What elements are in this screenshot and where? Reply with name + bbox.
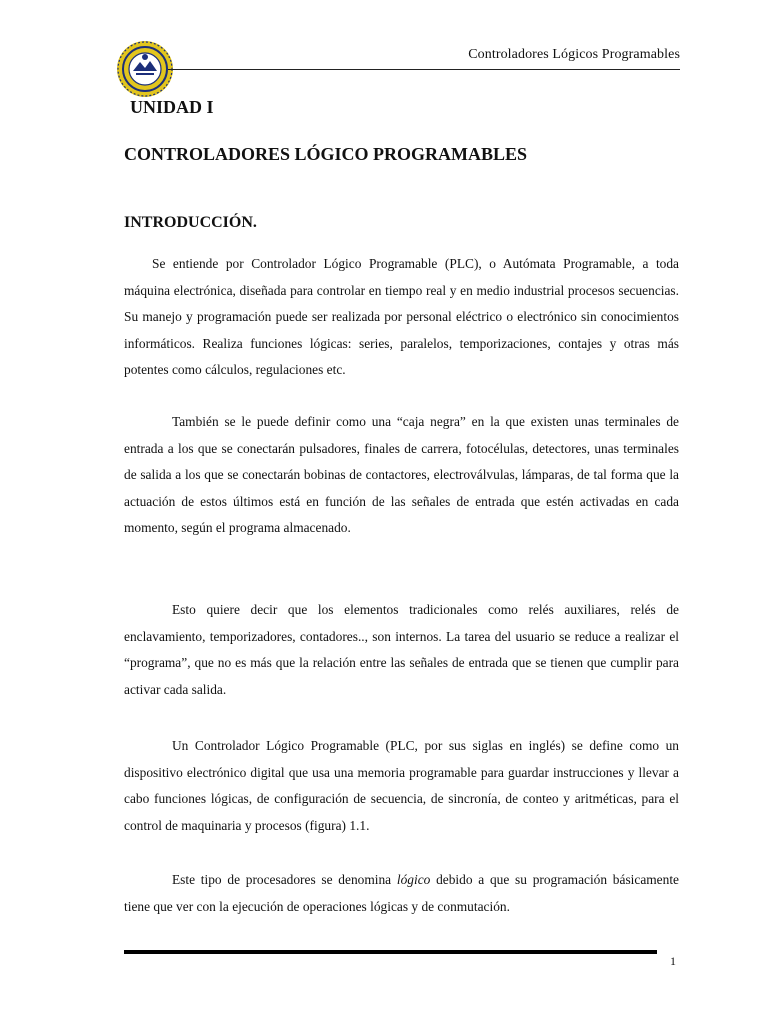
header-rule: [168, 69, 680, 70]
section-title: INTRODUCCIÓN.: [124, 214, 257, 231]
paragraph-formal-definition: Un Controlador Lógico Programable (PLC, por sus siglas en inglés) se define como un dispositivo electrónico digital que usa una memoria programable para guardar instrucciones y llevar a cabo funciones lógicas, de configuración de secuencia, de sincronía, de conteo y aritméticas, para el control de maquinaria y procesos (figura) 1.1.: [124, 738, 679, 833]
paragraph-black-box: También se le puede definir como una “caja negra” en la que existen unas terminales de entrada a los que se conectarán pulsadores, finales de carrera, fotocélulas, detectores, unas terminales de salida a los que se conectarán bobinas de contactores, electroválvulas, lámparas, de tal forma que la actuación de estos últimos está en función de las señales de entrada que estén activadas en cada momento, según el programa almacenado.: [124, 414, 679, 535]
paragraph-text-before: Este tipo de procesadores se denomina: [172, 872, 397, 887]
page-number: 1: [670, 954, 676, 968]
paragraph-text-after: debido a que su programación básicamente tiene que ver con la ejecución de operaciones lógicas y de conmutación.: [124, 872, 679, 914]
footer-rule: [124, 950, 657, 954]
paragraph-logic-processors: [124, 867, 679, 920]
running-header-title: Controladores Lógicos Programables: [468, 47, 680, 62]
paragraph-plc-definition: Se entiende por Controlador Lógico Programable (PLC), o Autómata Programable, a toda máquina electrónica, diseñada para controlar en tiempo real y en medio industrial procesos secuencias. Su manejo y programación puede ser realizada por personal eléctrico o electrónico sin conocimientos informáticos. Realiza funciones lógicas: series, paralelos, temporizaciones, contajes y otras más potentes como cálculos, regulaciones etc.: [124, 256, 679, 377]
emphasized-term: lógico: [396, 872, 431, 887]
chapter-title: CONTROLADORES LÓGICO PROGRAMABLES: [124, 144, 528, 164]
paragraph-internal-elements: Esto quiere decir que los elementos tradicionales como relés auxiliares, relés de enclavamiento, temporizadores, contadores.., son internos. La tarea del usuario se reduce a realizar el “programa”, que no es más que la relación entre las señales de entrada que se tienen que cumplir para activar cada salida.: [124, 602, 679, 697]
institution-seal-icon: [116, 40, 174, 98]
unit-title: UNIDAD I: [130, 97, 214, 117]
